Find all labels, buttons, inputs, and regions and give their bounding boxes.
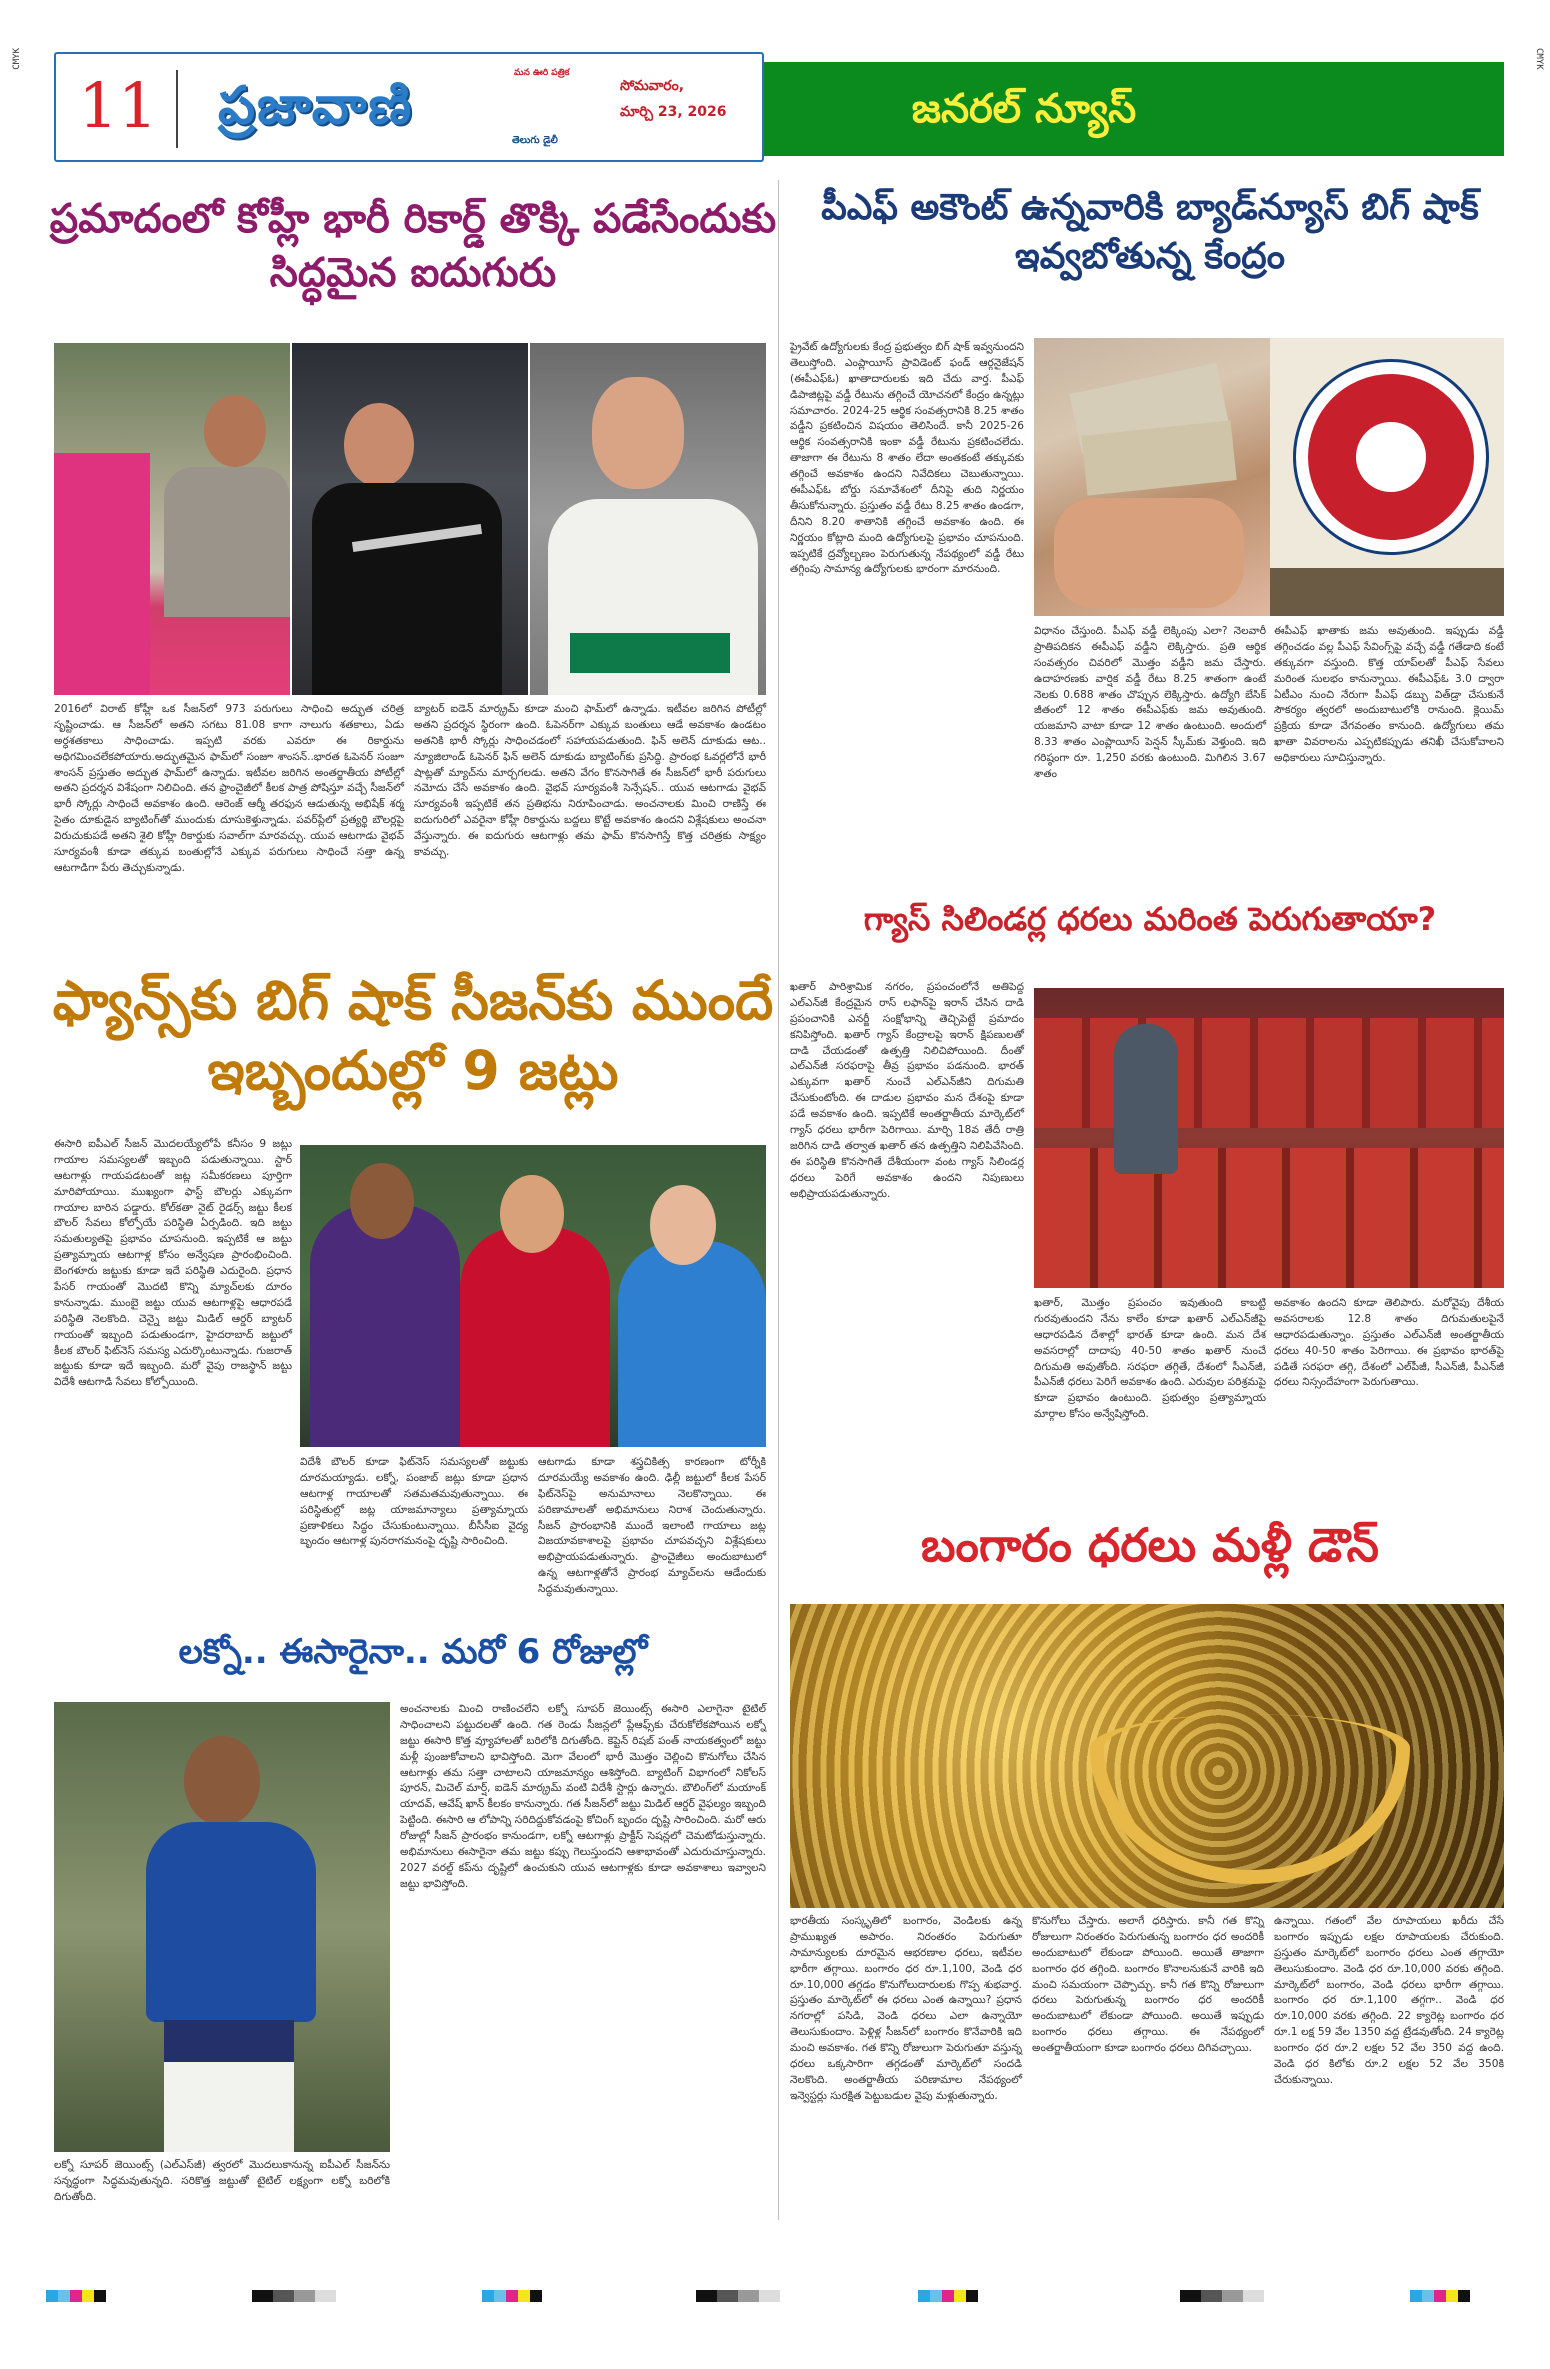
gas-cylinder-row-2 [1034, 1148, 1504, 1288]
player-3-head [592, 377, 684, 489]
player-2-shirt [312, 483, 502, 695]
registration-mark-right: CMYK [1534, 48, 1544, 70]
gas-body-col-1: ఖతార్ పారిశ్రామిక నగరం, ప్రపంచంలోనే అతిపెద్ద ఎల్ఎన్‌జీ కేంద్రమైన రాస్ లఫాన్‌పై ఇరాన్ చేసిన దాడి ప్రపంచానికి ఎనర్జీ సంక్షోభాన్ని తెచ్చిపెట్టే ప్రమాదం కనిపిస్తోంది. ఖతార్ గ్యాస్ కేంద్రాలపై ఇరాన్ క్షిపణులతో దాడి చేయడంతో ఉత్పత్తి నిలిచిపోయింది. దీంతో ఎల్ఎన్‌జీ సరఫరాపై తీవ్ర ప్రభావం పడనుంది. భారత్ ఎక్కువగా ఖతార్ నుంచే ఎల్ఎన్‌జీని దిగుమతి చేసుకుంటోంది. ఈ దాడుల ప్రభావం మన దేశంపై కూడా పడే అవకాశం ఉంది. ఇప్పటికే అంతర్జాతీయ మార్కెట్‌లో గ్యాస్ ధరలు భారీగా పెరిగాయి. మార్చి 18వ తేదీ రాత్రి జరిగిన దాడి తర్వాత ఖతార్ తన ఉత్పత్తిని నిలిపివేసింది. ఈ పరిస్థితి కొనసాగితే దేశీయంగా వంట గ్యాస్ సిలిండర్ల ధరలు పెరిగే అవకాశం ఉందని నిపుణులు అభిప్రాయపడుతున్నారు. [790, 981, 1024, 1200]
gold-body-col-1: భారతీయ సంస్కృతిలో బంగారం, వెండిలకు ఉన్న ప్రాముఖ్యత అపారం. నిరంతరం పెరుగుతూ సామాన్యులకు దూరమైన ఆభరణాల ధరలు, ఇటీవల భారీగా తగ్గాయి. బంగారం ధర రూ.1,100, వెండి ధర రూ.10,000 తగ్గడం కొనుగోలుదారులకు గొప్ప శుభవార్త. ప్రస్తుతం మార్కెట్‌లో ఈ ధరలు ఎంత ఉన్నాయి? ప్రధాన నగరాల్లో పసిడి, వెండి ధరలు ఎలా ఉన్నాయో తెలుసుకుందాం. పెళ్లిళ్ల సీజన్‌లో బంగారం కొనేవారికి ఇది మంచి అవకాశం. గత కొన్ని రోజులుగా పెరుగుతూ వస్తున్న ధరలు ఒక్కసారిగా తగ్గడంతో మార్కెట్‌లో సందడి నెలకొంది. అంతర్జాతీయ పరిణామాల నేపథ్యంలో ఇన్వెస్టర్లు సురక్షిత పెట్టుబడుల వైపు మళ్లుతున్నారు. [790, 1915, 1022, 2102]
fans-body-col-1: ఈసారి ఐపీఎల్ సీజన్ మొదలయ్యేలోపే కనీసం 9 జట్లు గాయాల సమస్యలతో ఇబ్బంది పడుతున్నాయి. స్టార్ ఆటగాళ్లు గాయపడటంతో జట్ల సమీకరణలు పూర్తిగా మారిపోయాయి. ముఖ్యంగా ఫాస్ట్ బౌలర్లు ఎక్కువగా గాయాల బారిన పడ్డారు. కోల్‌కతా నైట్ రైడర్స్ జట్టు కీలక బౌలర్ సేవలు కోల్పోయే పరిస్థితి ఏర్పడింది. ఇది జట్టు సమతుల్యతపై ప్రభావం చూపనుంది. ఇప్పటికే ఆ జట్టు ప్రత్యామ్నాయ ఆటగాళ్ల కోసం అన్వేషణ ప్రారంభించింది. బెంగళూరు జట్టుకు కూడా ఇదే పరిస్థితి ఎదురైంది. ప్రధాన పేసర్ గాయంతో మొదటి కొన్ని మ్యాచ్‌లకు దూరం కానున్నాడు. ముంబై జట్టు యువ ఆటగాళ్లపై ఆధారపడే పరిస్థితి నెలకొంది. చెన్నై జట్టు మిడిల్ ఆర్డర్ బ్యాటర్ గాయంతో ఇబ్బంది పడుతుండగా, హైదరాబాద్ జట్టులో కీలక బౌలర్ ఫిట్‌నెస్ సమస్య ఎదుర్కొంటున్నాడు. గుజరాత్ జట్టుకు కూడా ఇదే ఇబ్బంది. మరో వైపు రాజస్థాన్ జట్టు విదేశీ ఆటగాడి సేవలు కోల్పోయింది. [54, 1138, 292, 1389]
masthead-logo [212, 68, 612, 148]
fans-player-1-head [350, 1163, 414, 1239]
pf-body-col-3: ఈపీఎఫ్ ఖాతాకు జమ అవుతుంది. ఇప్పుడు వడ్డీ తగ్గించడం వల్ల పీఎఫ్ సేవింగ్స్‌పై వచ్చే వడ్డీ గతేడాది కంటే తక్కువగా వస్తుంది. కొత్త యాప్‌లతో పీఎఫ్ సేవలు మరింత సులభం కానున్నాయి. ఈపీఎఫ్ఓ 3.0 ద్వారా ఏటీఎం నుంచి నేరుగా పీఎఫ్ డబ్బు విత్‌డ్రా చేసుకునే సౌకర్యం త్వరలో అందుబాటులోకి రానుంది. క్లెయిమ్ ప్రక్రియ కూడా వేగవంతం కానుంది. ఉద్యోగులు తమ ఖాతా వివరాలను ఎప్పటికప్పుడు తనిఖీ చేసుకోవాలని అధికారులు సూచిస్తున్నారు. [1274, 625, 1504, 765]
printer-bar-4 [1410, 2290, 1470, 2302]
printer-pill-1 [252, 2290, 336, 2302]
fans-player-3-head [650, 1185, 716, 1265]
player-1-body [164, 467, 290, 617]
player-1-head [204, 395, 266, 467]
registration-mark-left: CMYK [12, 48, 22, 70]
masthead-divider [176, 70, 178, 148]
lucknow-caption: లక్నో సూపర్ జెయింట్స్ (ఎల్ఎస్‌జీ) త్వరలో మొదలుకానున్న ఐపీఎల్ సీజన్‌ను సన్నద్ధంగా సిద్ధమవుతున్నది. సరికొత్త జట్టుతో టైటిల్ లక్ష్యంగా లక్నో బరిలోకి దిగుతోంది. [54, 2159, 390, 2203]
gold-body-col-2: కొనుగోలు చేస్తారు. అలాగే ధరిస్తారు. కానీ గత కొన్ని రోజులుగా నిరంతరం పెరుగుతున్న బంగారం ధర అందరికీ అందుబాటులో లేకుండా పోయింది. అయితే తాజాగా బంగారం ధర తగ్గింది. బంగారం కొనాలనుకునే వారికి ఇది మంచి సమయంగా చెప్పొచ్చు. కానీ గత కొన్ని రోజులుగా ధరలు పెరుగుతున్న బంగారం ధర అందరికీ అందుబాటులో లేకుండా పోయింది. అయితే ఇప్పుడు బంగారం ధరలు తగ్గాయి. ఈ నేపథ్యంలో అంతర్జాతీయంగా కూడా బంగారం ధరలు దిగివచ్చాయి. [1032, 1915, 1264, 2055]
fans-headline: ఫ్యాన్స్‌కు బిగ్ షాక్ సీజన్‌కు ముందే ఇబ్బందుల్లో 9 జట్లు [52, 969, 774, 1103]
column-rule [778, 180, 779, 2220]
gold-body-col-3: ఉన్నాయి. గతంలో వేల రూపాయలు ఖరీదు చేసే బంగారం ఇప్పుడు లక్షల రూపాయలకు చేరుకుంది. ప్రస్తుతం మార్కెట్‌లో బంగారం ధరలు ఎంత తగ్గాయో తెలుసుకుందాం. వెండి ధర రూ.10,000 వరకు తగ్గింది. మార్కెట్‌లో బంగారం, వెండి ధరలు భారీగా తగ్గాయి. బంగారం ధర రూ.1,100 తగ్గగా.. వెండి ధర రూ.10,000 వరకు తగ్గింది. 22 క్యారెట్ల బంగారం ధర రూ.1 లక్ష 59 వేల 1350 వద్ద ట్రేడవుతోంది. 24 క్యారెట్ల బంగారం ధర రూ.2 లక్షల 52 వేల 350 వద్ద ఉంది. వెండి ధర కిలోకు రూ.2 లక్షల 52 వేల 350కి చేరుకున్నాయి. [1274, 1915, 1504, 2086]
page-number: 11 [78, 69, 158, 142]
pf-headline: పీఎఫ్ అకౌంట్ ఉన్నవారికి బ్యాడ్‌న్యూస్ బిగ్ షాక్ ఇవ్వబోతున్న కేంద్రం [821, 187, 1479, 277]
player-1-jersey [54, 453, 150, 695]
hand [1054, 498, 1244, 608]
fans-player-2 [460, 1227, 610, 1447]
player-photo-2 [292, 343, 528, 695]
gold-photo [790, 1604, 1504, 1908]
printer-bar-2 [482, 2290, 542, 2302]
section-title: జనరల్ న్యూస్ [911, 86, 1137, 132]
gas-cylinder-row-1 [1034, 1018, 1504, 1128]
lucknow-photo [54, 1702, 390, 2152]
lucknow-headline: లక్నో.. ఈసారైనా.. మరో 6 రోజుల్లో [178, 1632, 648, 1672]
epfo-logo-inner [1356, 422, 1426, 492]
printer-bar-3 [918, 2290, 978, 2302]
logo-text: ప్రజావాణి [218, 76, 414, 136]
gas-worker [1114, 1024, 1178, 1174]
epfo-wall [1270, 568, 1504, 616]
printer-pill-3 [1180, 2290, 1264, 2302]
pf-body-col-2: విధానం చేస్తుంది. పీఎఫ్ వడ్డీ లెక్కింపు ఎలా? నెలవారీ ప్రాతిపదికన ఈపీఎఫ్ వడ్డీని లెక్కిస్తారు. ప్రతి ఆర్థిక సంవత్సరం చివరిలో మొత్తం వడ్డీని జమ చేస్తారు. ఉదాహరణకు వార్షిక వడ్డీ రేటు 8.25 శాతంగా ఉంటే నెలకు 0.688 శాతం చొప్పున లెక్కిస్తారు. ఉద్యోగి బేసిక్ జీతంలో 12 శాతం ఈపీఎఫ్‌కు జమ అవుతుంది. యజమాని వాటా కూడా 12 శాతం ఉంటుంది. అందులో 8.33 శాతం ఎంప్లాయీస్ పెన్షన్ స్కీమ్‌కు వెళ్తుంది. ఇది గరిష్ఠంగా రూ. 1,250 వరకు ఉంటుంది. మిగిలిన 3.67 శాతం [1034, 625, 1266, 781]
logo-tagline: మన ఊరి పత్రిక [514, 68, 570, 78]
lucknow-player-pads [164, 2062, 294, 2152]
player-2-head [344, 403, 414, 487]
kohli-body-col-2: బ్యాటర్ ఐడెన్ మార్క్రమ్ కూడా మంచి ఫామ్‌లో ఉన్నాడు. ఇటీవల జరిగిన పోటీల్లో అతని ప్రదర్శన స్థిరంగా ఉంది. ఓపెనర్‌గా ఎక్కువ బంతులు ఆడే అవకాశం ఉండటం అతనికి భారీ స్కోర్లు సాధించడంలో సహాయపడుతుంది. ఫిన్ అలెన్ దూకుడు ఆట.. న్యూజిలాండ్ ఓపెనర్ ఫిన్ అలెన్ దూకుడు బ్యాటింగ్‌కు ప్రసిద్ధి. ప్రారంభ ఓవర్లలోనే భారీ షాట్లతో మ్యాచ్‌ను మార్చగలడు. అతని వేగం కొనసాగితే ఈ సీజన్‌లో భారీ పరుగులు నమోదు చేసే అవకాశం ఉంది. వైభవ్ సూర్యవంశీ సెన్సేషన్.. యువ ఆటగాడు వైభవ్ సూర్యవంశీ ఇప్పటికే తన ప్రతిభను నిరూపించాడు. అంచనాలకు మించి రాణిస్తే ఈ ఐదుగురిలో ఎవరైనా కోహ్లీ రికార్డును బద్దలు కొట్టే అవకాశం ఉందని విశ్లేషకులు అంచనా వేస్తున్నారు. ఈ ఐదుగురు ఆటగాళ్లు తమ ఫామ్ కొనసాగిస్తే కొత్త చరిత్రకు సాక్ష్యం కావచ్చు. [414, 703, 766, 859]
player-photo-1 [54, 343, 290, 695]
gas-photo [1034, 988, 1504, 1288]
lucknow-player-head [184, 1736, 260, 1826]
gas-body-col-2: ఖతార్, మొత్తం ప్రపంచం ఇవుతుంది కాబట్టి గురవుతుందని నేను కాలేం కూడా ఖతార్ ఎల్ఎన్‌జీపై ఆధారపడిన దేశాల్లో భారత్ కూడా ఉంది. మన దేశ అవసరాల్లో దాదాపు 40-50 శాతం ఖతార్ నుంచే దిగుమతి అవుతోంది. సరఫరా తగ్గితే, దేశంలో సీఎన్‌జీ, పీఎన్‌జీ ధరలు పెరిగే అవకాశం ఉంది. ఎరువుల పరిశ్రమపై కూడా ప్రభావం ఉంటుంది. ప్రభుత్వం ప్రత్యామ్నాయ మార్గాల కోసం అన్వేషిస్తోంది. [1034, 1297, 1266, 1421]
fans-player-1 [310, 1205, 460, 1447]
fans-player-3 [618, 1241, 766, 1447]
gas-body-col-3: అవకాశం ఉందని కూడా తెలిపారు. మరోవైపు దేశీయ అవసరాలకు 12.8 శాతం దిగుమతులపైనే ఆధారపడుతున్నాం. ప్రస్తుతం ఎల్ఎన్‌జీ అంతర్జాతీయ ధరలు 40-50 శాతం పెరిగాయి. ఈ ప్రభావం భారత్‌పై పడితే సరఫరా తగ్గి, దేశంలో ఎల్‌పీజీ, సీఎన్‌జీ, పీఎన్‌జీ ధరలు నిస్సందేహంగా పెరుగుతాయి. [1274, 1297, 1504, 1389]
masthead-date: మార్చి 23, 2026 [620, 104, 727, 120]
gold-headline: బంగారం ధరలు మళ్లీ డౌన్ [921, 1518, 1379, 1572]
kohli-photo-strip [54, 343, 766, 695]
pf-photo [1034, 338, 1504, 616]
printer-bar-1 [46, 2290, 106, 2302]
fans-player-2-head [500, 1175, 564, 1253]
fans-body-col-2: విదేశీ బౌలర్ కూడా ఫిట్‌నెస్ సమస్యలతో జట్టుకు దూరమయ్యాడు. లక్నో, పంజాబ్ జట్లు కూడా ప్రధాన ఆటగాళ్ల గాయాలతో సతమతమవుతున్నాయి. ఈ పరిస్థితుల్లో జట్ల యాజమాన్యాలు ప్రత్యామ్నాయ ప్రణాళికలు సిద్ధం చేసుకుంటున్నాయి. బీసీసీఐ వైద్య బృందం ఆటగాళ్ల పునరాగమనంపై దృష్టి సారించింది. [300, 1456, 528, 1548]
printer-pill-2 [696, 2290, 780, 2302]
kohli-headline: ప్రమాదంలో కోహ్లీ భారీ రికార్డ్ తొక్కి పడేసేందుకు సిద్ధమైన ఐదుగురు [49, 196, 777, 296]
player-3-shirt-stripe [570, 633, 730, 673]
kohli-body-col-1: 2016లో విరాట్ కోహ్లీ ఒక సీజన్‌లో 973 పరుగులు సాధించి అద్భుత చరిత్ర సృష్టించాడు. ఆ సీజన్‌లో అతని సగటు 81.08 కాగా నాలుగు శతకాలు, ఏడు అర్ధశతకాలు సాధించాడు. ఇప్పటి వరకు ఎవరూ ఈ రికార్డును అధిగమించలేకపోయారు.అద్భుతమైన ఫామ్‌లో సంజూ శాంసన్..భారత ఓపెనర్ సంజూ శాంసన్ ప్రస్తుతం అద్భుత ఫామ్‌లో ఉన్నాడు. ఇటీవల జరిగిన అంతర్జాతీయ పోటీల్లో అతని ప్రదర్శన విశేషంగా నిలిచింది. తన ఫ్రాంచైజీలో కీలక పాత్ర పోషిస్తూ వచ్చే సీజన్‌లో భారీ స్కోర్లు సాధించే అవకాశం ఉంది. ఆరెంజ్ ఆర్మీ తరఫున ఆడుతున్న అభిషేక్ శర్మ సైతం దూకుడైన బ్యాటింగ్‌తో ముందుకు దూసుకెళ్తున్నాడు. పవర్‌ప్లేలో ప్రత్యర్థి బౌలర్లపై విరుచుకుపడే అతని శైలి కోహ్లీ రికార్డుకు సవాల్‌గా మారవచ్చు. యువ ఆటగాడు వైభవ్ సూర్యవంశీ కూడా తక్కువ బంతుల్లోనే ఎక్కువ పరుగులు సాధించే సత్తా ఉన్న ఆటగాడిగా పేరు తెచ్చుకున్నాడు. [54, 703, 404, 874]
lucknow-player-body [146, 1822, 316, 2022]
masthead-day: సోమవారం, [620, 78, 685, 94]
fans-photo [300, 1145, 766, 1447]
gas-headline: గ్యాస్ సిలిండర్ల ధరలు మరింత పెరుగుతాయా? [863, 900, 1437, 938]
lucknow-body: అంచనాలకు మించి రాణించలేని లక్నో సూపర్ జెయింట్స్ ఈసారి ఎలాగైనా టైటిల్ సాధించాలని పట్టుదలతో ఉంది. గత రెండు సీజన్లలో ప్లేఆఫ్స్‌కు చేరుకోలేకపోయిన లక్నో జట్టు ఈసారి కొత్త వ్యూహాలతో బరిలోకి దిగుతోంది. కెప్టెన్ రిషబ్ పంత్ నాయకత్వంలో జట్టు మళ్లీ పుంజుకోవాలని భావిస్తోంది. మెగా వేలంలో భారీ మొత్తం చెల్లించి కొనుగోలు చేసిన ఆటగాళ్లు తమ సత్తా చాటాలని యాజమాన్యం ఆశిస్తోంది. బ్యాటింగ్ విభాగంలో నికోలస్ పూరన్, మిచెల్ మార్ష్, ఐడెన్ మార్క్రమ్ వంటి విదేశీ స్టార్లు ఉన్నారు. బౌలింగ్‌లో మయాంక్ యాదవ్, ఆవేష్ ఖాన్ కీలకం కానున్నారు. గత సీజన్‌లో జట్టు మిడిల్ ఆర్డర్ వైఫల్యం ఇబ్బంది పెట్టింది. ఈసారి ఆ లోపాన్ని సరిదిద్దుకోవడంపై కోచింగ్ బృందం దృష్టి సారించింది. మరో ఆరు రోజుల్లో సీజన్ ప్రారంభం కానుండగా, లక్నో ఆటగాళ్లు ప్రాక్టీస్ సెషన్లలో చెమటోడుస్తున్నారు. అభిమానులు ఈసారైనా తమ జట్టు కప్పు గెలుస్తుందని ఆశాభావంతో ఎదురుచూస్తున్నారు. 2027 వరల్డ్ కప్‌ను దృష్టిలో ఉంచుకుని యువ ఆటగాళ్లకు కూడా అవకాశాలు ఇవ్వాలని జట్టు భావిస్తోంది. [400, 1703, 766, 1890]
player-photo-3 [530, 343, 766, 695]
pf-body-col-1: ప్రైవేట్ ఉద్యోగులకు కేంద్ర ప్రభుత్వం బిగ్ షాక్ ఇవ్వనుందని తెలుస్తోంది. ఎంప్లాయీస్ ప్రావిడెంట్ ఫండ్ ఆర్గనైజేషన్ (ఈపీఎఫ్ఓ) ఖాతాదారులకు ఇది చేదు వార్త. పీఎఫ్ డిపాజిట్లపై వడ్డీ రేటును తగ్గించే యోచనలో కేంద్రం ఉన్నట్లు సమాచారం. 2024-25 ఆర్థిక సంవత్సరానికి 8.25 శాతం వడ్డీని ప్రకటించిన విషయం తెలిసిందే. కానీ 2025-26 ఆర్థిక సంవత్సరానికి ఇంకా వడ్డీ రేటును ప్రకటించలేదు. తాజాగా ఈ రేటును 8 శాతం లేదా అంతకంటే తక్కువకు తగ్గించే అవకాశం ఉందని నివేదికలు చెబుతున్నాయి. ఈపీఎఫ్ఓ బోర్డు సమావేశంలో దీనిపై తుది నిర్ణయం తీసుకోనున్నారు. ప్రస్తుతం వడ్డీ రేటు 8.25 శాతం ఉండగా, దీనిని 8.20 శాతానికి తగ్గించే అవకాశం ఉంది. ఈ నిర్ణయం కోట్లాది మంది ఉద్యోగులపై ప్రభావం చూపనుంది. ఇప్పటికే ద్రవ్యోల్బణం పెరుగుతున్న నేపథ్యంలో వడ్డీ రేటు తగ్గింపు సామాన్య ఉద్యోగులకు భారంగా మారనుంది. [790, 341, 1024, 576]
logo-sub: తెలుగు డైలీ [512, 135, 558, 146]
fans-body-col-3: ఆటగాడు కూడా శస్త్రచికిత్స కారణంగా టోర్నీకి దూరమయ్యే అవకాశం ఉంది. ఢిల్లీ జట్టులో కీలక పేసర్ ఫిట్‌నెస్‌పై అనుమానాలు నెలకొన్నాయి. ఈ పరిణామాలతో అభిమానులు నిరాశ చెందుతున్నారు. సీజన్ ప్రారంభానికి ముందే ఇలాంటి గాయాలు జట్ల విజయావకాశాలపై ప్రభావం చూపవచ్చని విశ్లేషకులు అభిప్రాయపడుతున్నారు. ఫ్రాంచైజీలు అందుబాటులో ఉన్న ఆటగాళ్లతోనే ప్రారంభ మ్యాచ్‌లను ఆడేందుకు సిద్ధమవుతున్నాయి. [538, 1456, 766, 1596]
